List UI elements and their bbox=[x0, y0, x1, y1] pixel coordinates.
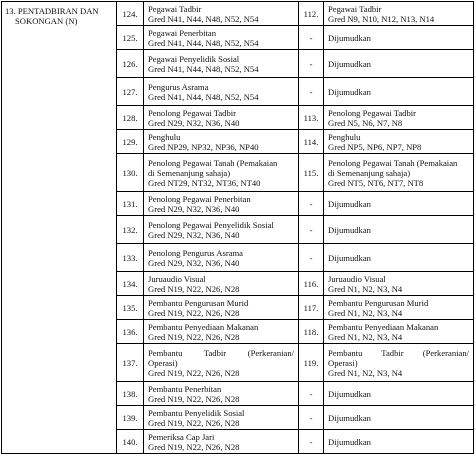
post-title: di Semenanjung sahaja) bbox=[148, 167, 231, 178]
new-scheme-number: 116. bbox=[299, 272, 324, 296]
post-grade: Gred N1, N2, N3, N4 bbox=[328, 283, 403, 294]
old-scheme-post bbox=[144, 244, 299, 272]
old-scheme-post bbox=[144, 320, 299, 344]
new-scheme-post bbox=[324, 130, 474, 154]
old-scheme-number: 137. bbox=[117, 344, 144, 382]
new-scheme-number: - bbox=[299, 244, 324, 272]
post-grade: Gred N29, N32, N36, N40 bbox=[148, 117, 240, 128]
old-scheme-post bbox=[144, 382, 299, 406]
new-scheme-number: - bbox=[299, 382, 324, 406]
dijumudkan-status bbox=[324, 50, 474, 78]
dijumudkan-status bbox=[324, 26, 474, 50]
old-scheme-number: 131. bbox=[117, 192, 144, 216]
post-title: Pengurus Asrama bbox=[148, 81, 209, 92]
scheme-table bbox=[1, 1, 474, 454]
status-text: Dijumudkan bbox=[328, 32, 371, 43]
new-scheme-number: 118. bbox=[299, 320, 324, 344]
old-scheme-number: 127. bbox=[117, 78, 144, 106]
post-grade: Gred N29, N32, N36, N40 bbox=[148, 257, 240, 268]
post-grade: Gred N19, N22, N26, N28 bbox=[148, 393, 240, 404]
post-grade: Gred N19, N22, N26, N28 bbox=[148, 283, 240, 294]
post-title: Juruaudio Visual bbox=[148, 273, 206, 284]
dijumudkan-status bbox=[324, 382, 474, 406]
dijumudkan-status bbox=[324, 192, 474, 216]
new-scheme-post bbox=[324, 154, 474, 192]
post-grade: Gred N19, N22, N26, N28 bbox=[148, 417, 240, 428]
post-title: Pembantu Penyelidik Sosial bbox=[148, 407, 245, 418]
new-scheme-number: 119. bbox=[299, 344, 324, 382]
post-grade: Gred NT29, NT32, NT36, NT40 bbox=[148, 177, 261, 188]
dijumudkan-status bbox=[324, 78, 474, 106]
post-title: Pegawai Tadbir bbox=[328, 3, 382, 14]
post-grade: Gred N19, N22, N26, N28 bbox=[148, 307, 240, 318]
new-scheme-number: 115. bbox=[299, 154, 324, 192]
new-scheme-post bbox=[324, 272, 474, 296]
scheme-table-body bbox=[2, 2, 474, 454]
old-scheme-post bbox=[144, 296, 299, 320]
old-scheme-number: 129. bbox=[117, 130, 144, 154]
post-title: Pembantu Penerbitan bbox=[148, 383, 222, 394]
post-title: Pembantu Tadbir (Perkeranian/ bbox=[328, 347, 469, 358]
old-scheme-number: 132. bbox=[117, 216, 144, 244]
old-scheme-post bbox=[144, 2, 299, 26]
old-scheme-post bbox=[144, 154, 299, 192]
post-grade: Gred N41, N44, N48, N52, N54 bbox=[148, 63, 259, 74]
post-title: Pembantu Penyediaan Makanan bbox=[148, 321, 259, 332]
old-scheme-number: 124. bbox=[117, 2, 144, 26]
post-grade: Gred N5, N6, N7, N8 bbox=[328, 117, 403, 128]
post-grade: Gred NP5, NP6, NP7, NP8 bbox=[328, 141, 422, 152]
old-scheme-post bbox=[144, 430, 299, 454]
post-title: di Semenanjung sahaja) bbox=[328, 167, 411, 178]
old-scheme-number: 128. bbox=[117, 106, 144, 130]
post-title: Penolong Pegawai Tanah (Pemakaian bbox=[328, 157, 458, 168]
post-grade: Gred NT5, NT6, NT7, NT8 bbox=[328, 177, 424, 188]
new-scheme-number: 112. bbox=[299, 2, 324, 26]
new-scheme-post bbox=[324, 106, 474, 130]
new-scheme-number: - bbox=[299, 26, 324, 50]
category-number: 13. bbox=[5, 6, 16, 16]
post-title: Pembantu Tadbir (Perkeranian/ bbox=[148, 347, 294, 358]
new-scheme-post bbox=[324, 296, 474, 320]
post-title: Pembantu Penyediaan Makanan bbox=[328, 321, 439, 332]
new-scheme-number: 114. bbox=[299, 130, 324, 154]
post-title: Penolong Pegawai Penerbitan bbox=[148, 193, 251, 204]
old-scheme-number: 135. bbox=[117, 296, 144, 320]
old-scheme-post bbox=[144, 272, 299, 296]
post-grade: Gred N41, N44, N48, N52, N54 bbox=[148, 37, 259, 48]
old-scheme-number: 136. bbox=[117, 320, 144, 344]
post-title: Penolong Pegawai Tanah (Pemakaian bbox=[148, 157, 278, 168]
table-row bbox=[2, 2, 474, 26]
post-title: Penolong Pegawai Tadbir bbox=[148, 107, 237, 118]
new-scheme-number: - bbox=[299, 78, 324, 106]
post-grade: Gred N29, N32, N36, N40 bbox=[148, 229, 240, 240]
new-scheme-post bbox=[324, 2, 474, 26]
new-scheme-number: - bbox=[299, 50, 324, 78]
post-grade: Gred N1, N2, N3, N4 bbox=[328, 367, 403, 378]
post-title: Pegawai Tadbir bbox=[148, 3, 202, 14]
post-title: Operasi) bbox=[328, 357, 358, 368]
post-grade: Gred N41, N44, N48, N52, N54 bbox=[148, 91, 259, 102]
old-scheme-post bbox=[144, 344, 299, 382]
post-grade: Gred N1, N2, N3, N4 bbox=[328, 331, 403, 342]
post-grade: Gred N19, N22, N26, N28 bbox=[148, 367, 240, 378]
old-scheme-number: 125. bbox=[117, 26, 144, 50]
status-text: Dijumudkan bbox=[328, 436, 371, 447]
old-scheme-post bbox=[144, 406, 299, 430]
old-scheme-post bbox=[144, 130, 299, 154]
post-title: Penolong Pengurus Asrama bbox=[148, 247, 244, 258]
status-text: Dijumudkan bbox=[328, 388, 371, 399]
category-title-line1: PENTADBIRAN DAN bbox=[17, 6, 99, 16]
new-scheme-number: - bbox=[299, 406, 324, 430]
status-text: Dijumudkan bbox=[328, 224, 371, 235]
dijumudkan-status bbox=[324, 216, 474, 244]
old-scheme-number: 134. bbox=[117, 272, 144, 296]
post-title: Pemeriksa Cap Jari bbox=[148, 431, 215, 442]
post-title: Pembantu Pengurusan Murid bbox=[148, 297, 249, 308]
post-title: Penghulu bbox=[148, 131, 181, 142]
post-title: Penolong Pegawai Penyelidik Sosial bbox=[148, 219, 274, 230]
post-title: Penolong Pegawai Tadbir bbox=[328, 107, 417, 118]
old-scheme-number: 130. bbox=[117, 154, 144, 192]
post-title: Penghulu bbox=[328, 131, 361, 142]
old-scheme-post bbox=[144, 78, 299, 106]
post-title: Pembantu Pengurusan Murid bbox=[328, 297, 429, 308]
old-scheme-post bbox=[144, 50, 299, 78]
old-scheme-number: 133. bbox=[117, 244, 144, 272]
new-scheme-number: - bbox=[299, 216, 324, 244]
new-scheme-post bbox=[324, 320, 474, 344]
new-scheme-number: 113. bbox=[299, 106, 324, 130]
category-cell bbox=[2, 2, 117, 454]
old-scheme-number: 139. bbox=[117, 406, 144, 430]
post-title: Operasi) bbox=[148, 357, 178, 368]
status-text: Dijumudkan bbox=[328, 198, 371, 209]
status-text: Dijumudkan bbox=[328, 58, 371, 69]
post-grade: Gred N9, N10, N12, N13, N14 bbox=[328, 13, 435, 24]
old-scheme-post bbox=[144, 192, 299, 216]
new-scheme-number: 117. bbox=[299, 296, 324, 320]
status-text: Dijumudkan bbox=[328, 412, 371, 423]
old-scheme-post bbox=[144, 216, 299, 244]
dijumudkan-status bbox=[324, 406, 474, 430]
post-grade: Gred N41, N44, N48, N52, N54 bbox=[148, 13, 259, 24]
post-title: Juruaudio Visual bbox=[328, 273, 386, 284]
old-scheme-number: 140. bbox=[117, 430, 144, 454]
old-scheme-number: 138. bbox=[117, 382, 144, 406]
dijumudkan-status bbox=[324, 244, 474, 272]
new-scheme-number: - bbox=[299, 430, 324, 454]
post-grade: Gred N29, N32, N36, N40 bbox=[148, 203, 240, 214]
post-grade: Gred N19, N22, N26, N28 bbox=[148, 331, 240, 342]
post-grade: Gred NP29, NP32, NP36, NP40 bbox=[148, 141, 259, 152]
new-scheme-number: - bbox=[299, 192, 324, 216]
post-grade: Gred N1, N2, N3, N4 bbox=[328, 307, 403, 318]
post-title: Pegawai Penerbitan bbox=[148, 27, 217, 38]
old-scheme-number: 126. bbox=[117, 50, 144, 78]
post-title: Pegawai Penyelidik Sosial bbox=[148, 53, 240, 64]
old-scheme-post bbox=[144, 106, 299, 130]
old-scheme-post bbox=[144, 26, 299, 50]
post-grade: Gred N19, N22, N26, N28 bbox=[148, 441, 240, 452]
new-scheme-post bbox=[324, 344, 474, 382]
status-text: Dijumudkan bbox=[328, 252, 371, 263]
status-text: Dijumudkan bbox=[328, 86, 371, 97]
category-title-line2: SOKONGAN (N) bbox=[15, 16, 78, 26]
dijumudkan-status bbox=[324, 430, 474, 454]
